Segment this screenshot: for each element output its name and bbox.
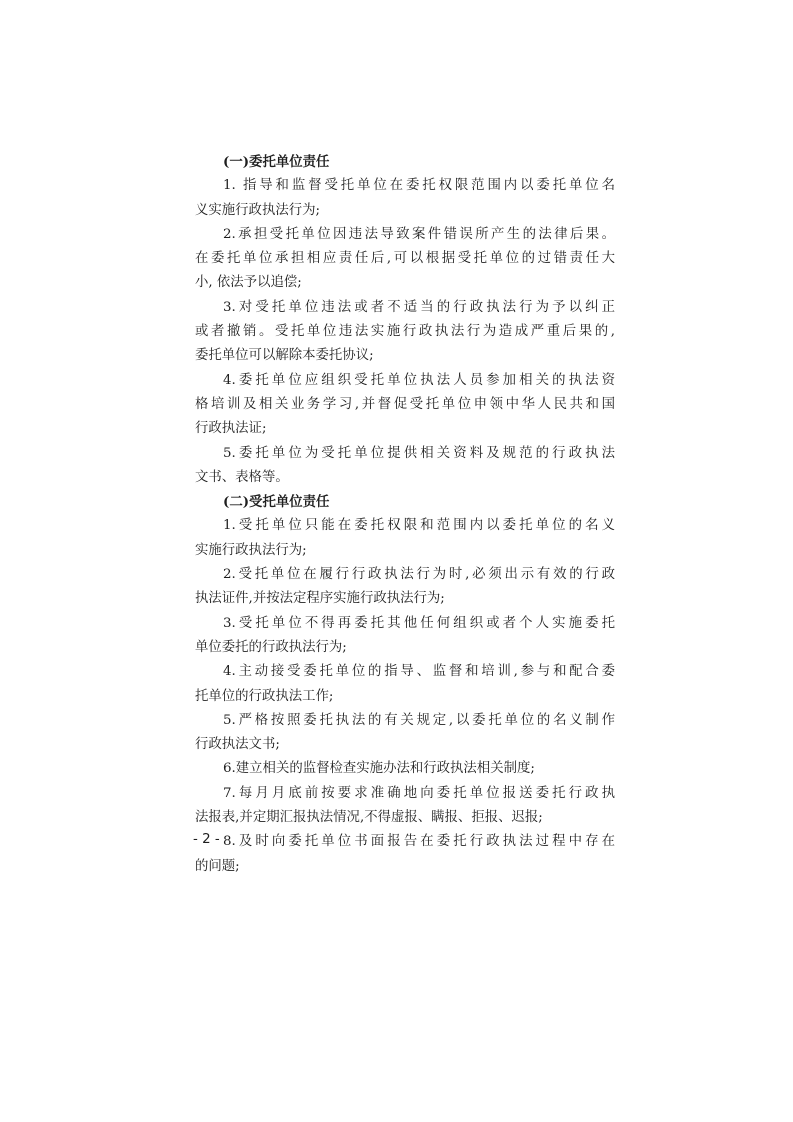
paragraph-line: 法报表,并定期汇报执法情况,不得虚报、瞒报、拒报、迟报; [195, 810, 543, 826]
section-heading: (二)受托单位责任 [223, 494, 330, 511]
paragraph-line: 托单位的行政执法工作; [195, 688, 334, 704]
paragraph-line: 在委托单位承担相应责任后,可以根据受托单位的过错责任大 [195, 251, 615, 267]
paragraph-line: 8.及时向委托单位书面报告在委托行政执法过程中存在 [223, 834, 615, 850]
paragraph-line: 行政执法证; [195, 421, 267, 437]
paragraph-line: 5.委托单位为受托单位提供相关资料及规范的行政执法 [223, 445, 615, 461]
paragraph-line: 委托单位可以解除本委托协议; [195, 348, 374, 364]
document-body [195, 150, 615, 879]
paragraph-line: 执法证件,并按法定程序实施行政执法行为; [195, 591, 445, 607]
paragraph-line: 6.建立相关的监督检查实施办法和行政执法相关制度; [223, 761, 535, 777]
paragraph-line: 或者撤销。受托单位违法实施行政执法行为造成严重后果的, [195, 324, 615, 340]
paragraph-line: 5.严格按照委托执法的有关规定,以委托单位的名义制作 [223, 712, 615, 728]
paragraph-line: 义实施行政执法行为; [195, 202, 321, 218]
paragraph-line: 3.受托单位不得再委托其他任何组织或者个人实施委托 [223, 615, 615, 631]
paragraph-line: 2.受托单位在履行行政执法行为时,必须出示有效的行政 [223, 567, 615, 583]
paragraph-line: 格培训及相关业务学习,并督促受托单位申领中华人民共和国 [195, 396, 615, 412]
paragraph-line: 文书、表格等。 [195, 469, 289, 485]
paragraph-line: 行政执法文书; [195, 737, 280, 753]
section-heading: (一)委托单位责任 [223, 154, 330, 170]
paragraph-line: 4.主动接受委托单位的指导、监督和培训,参与和配合委 [223, 664, 615, 680]
paragraph-line: 1. 指导和监督受托单位在委托权限范围内以委托单位名 [223, 178, 615, 194]
paragraph-line: 小, 依法予以追偿; [195, 275, 302, 291]
paragraph-line: 单位委托的行政执法行为; [195, 639, 347, 655]
paragraph-line: 4.委托单位应组织受托单位执法人员参加相关的执法资 [223, 372, 615, 388]
paragraph-line: 实施行政执法行为; [195, 542, 307, 558]
paragraph-line: 的问题; [195, 858, 240, 874]
paragraph-line: 7.每月月底前按要求准确地向委托单位报送委托行政执 [223, 785, 615, 801]
paragraph-line: 1.受托单位只能在委托权限和范围内以委托单位的名义 [223, 518, 615, 534]
paragraph-line: 3.对受托单位违法或者不适当的行政执法行为予以纠正 [223, 299, 615, 315]
page-number: - 2 - [193, 832, 220, 847]
paragraph-line: 2.承担受托单位因违法导致案件错误所产生的法律后果。 [223, 226, 615, 242]
